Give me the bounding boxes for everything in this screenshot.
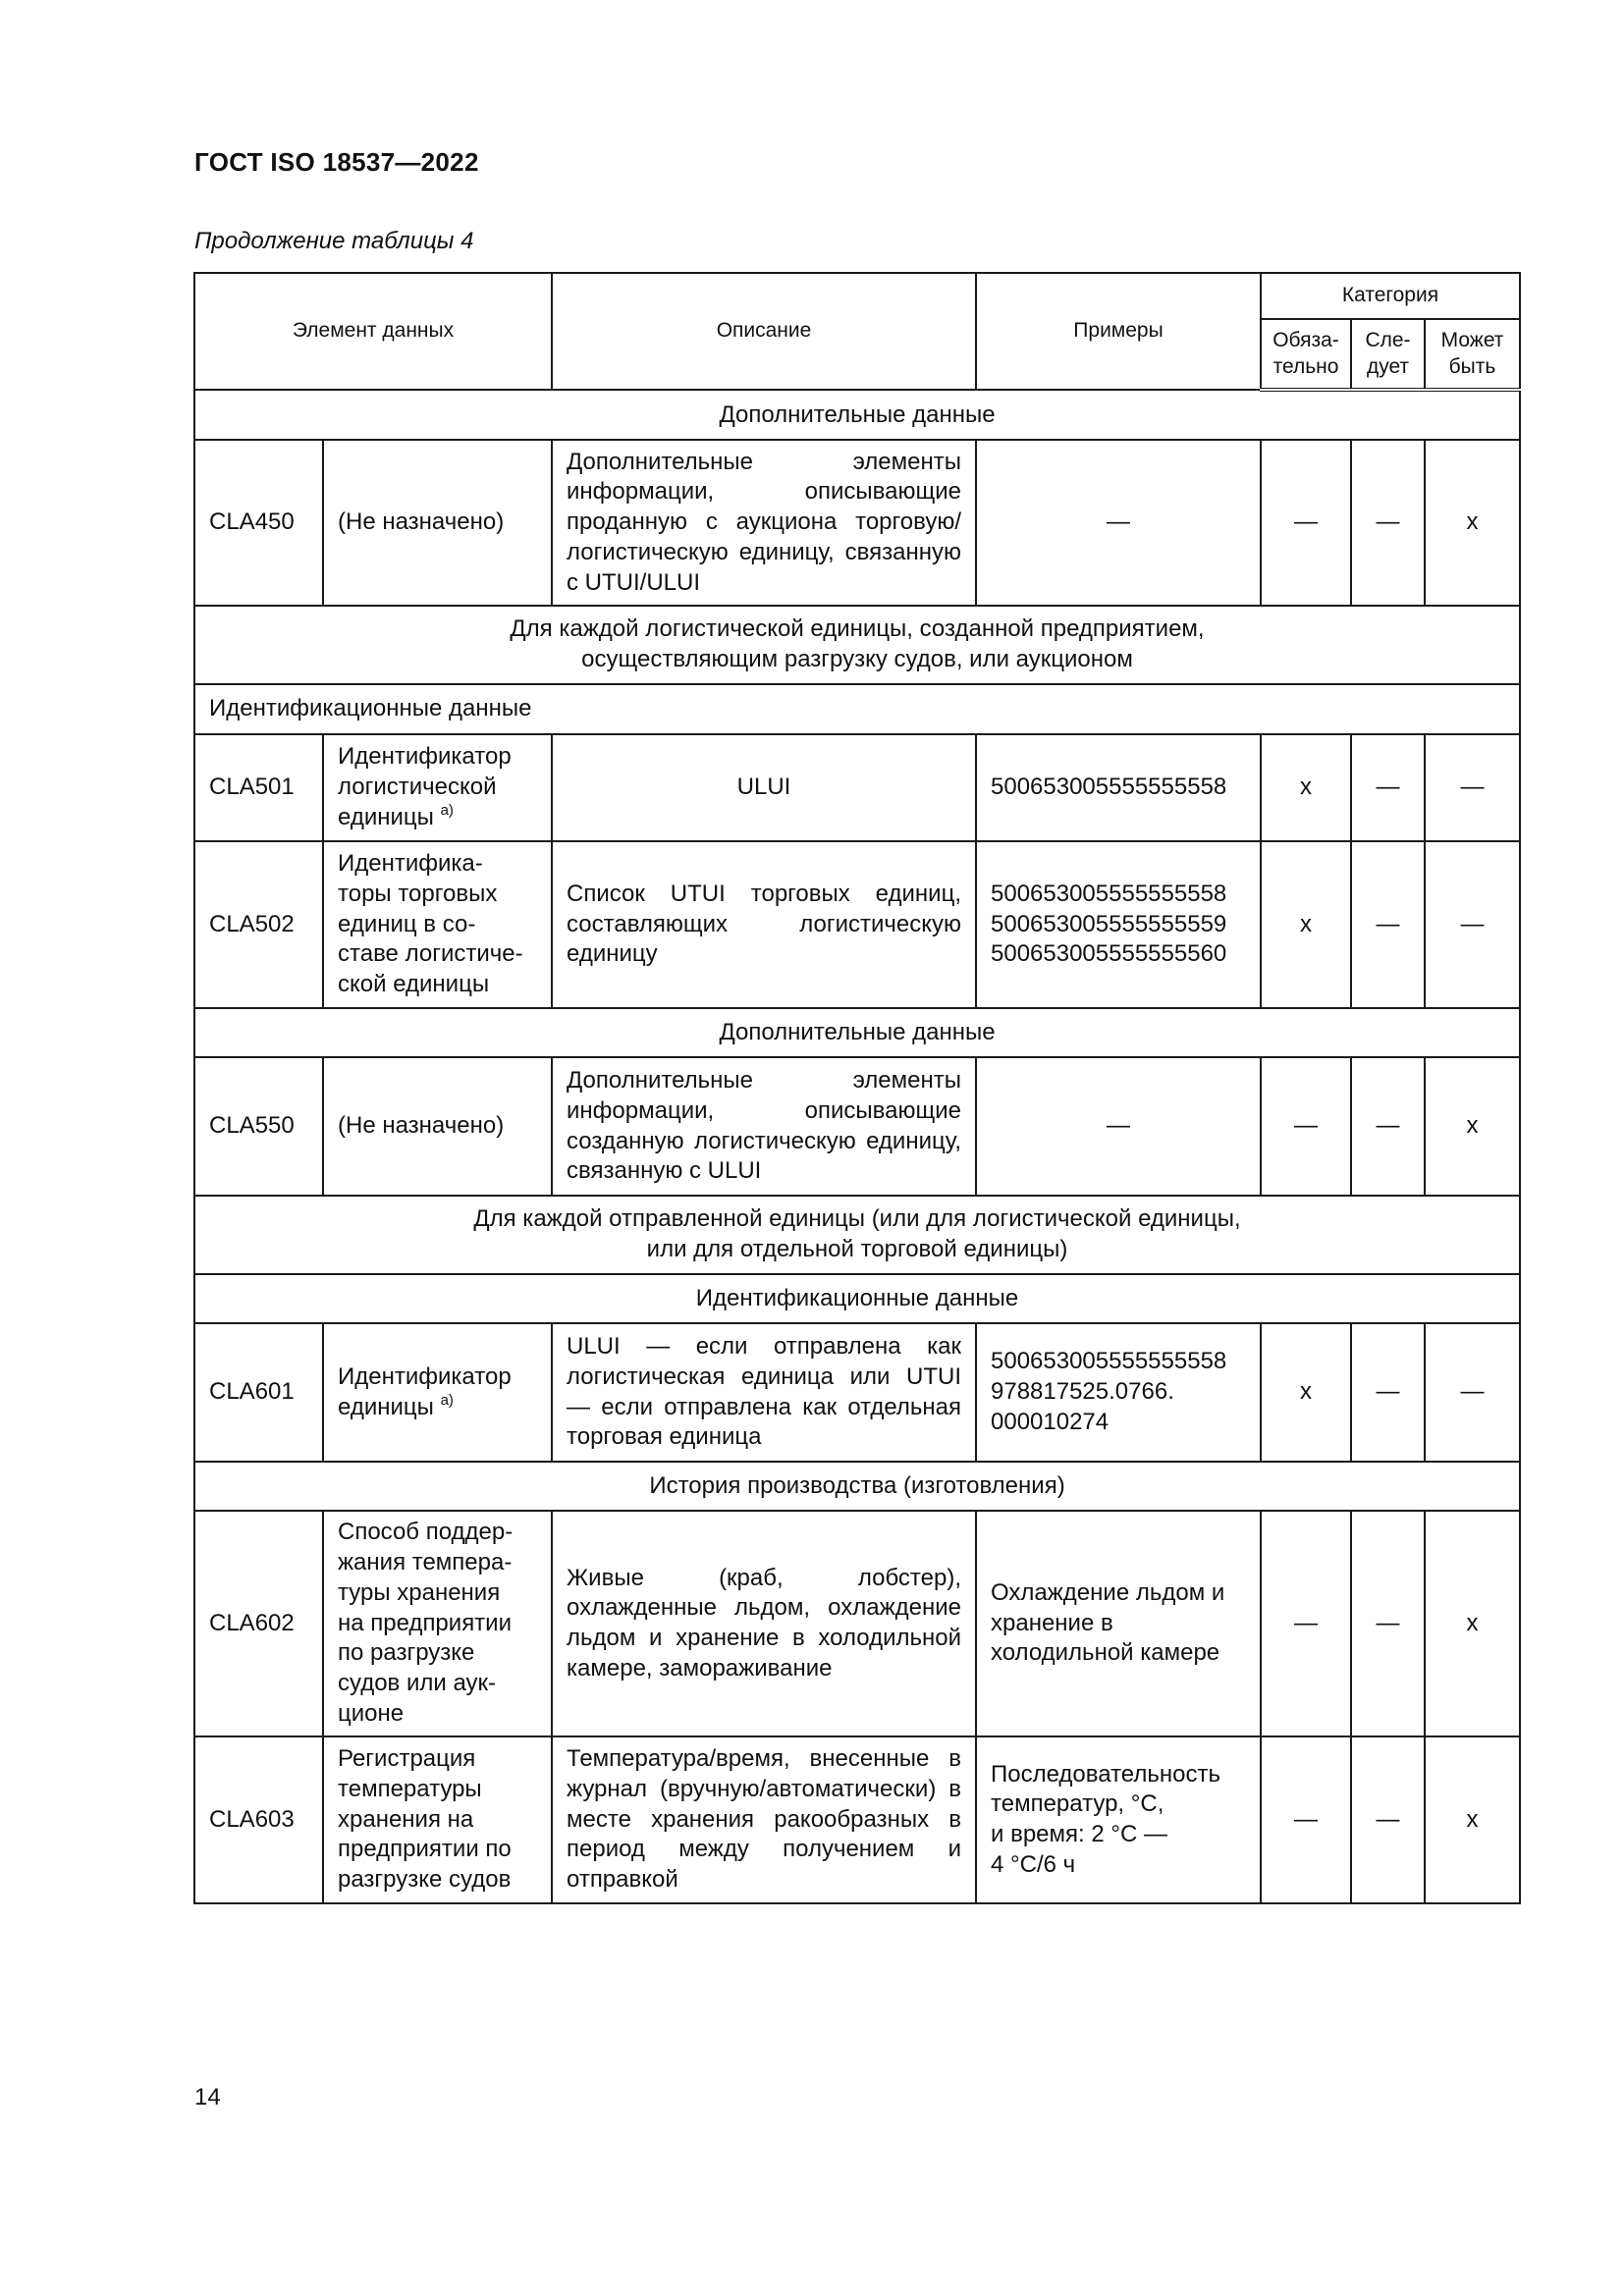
table-row-cla450: [194, 440, 1520, 606]
header-examples: Примеры: [976, 273, 1261, 390]
table-row-cla602: [194, 1511, 1520, 1736]
table-caption: Продолжение таблицы 4: [194, 228, 474, 254]
section-title: Идентификационные данные: [194, 1274, 1520, 1323]
category-should: —: [1351, 1057, 1425, 1196]
category-should: —: [1351, 440, 1425, 606]
page-number: 14: [194, 2084, 221, 2110]
header-mandatory: Обяза- тельно: [1261, 319, 1351, 390]
element-name: Регистрация температуры хранения на предприятии по разгрузке судов: [323, 1736, 552, 1903]
category-mandatory: x: [1261, 734, 1351, 841]
category-may: —: [1425, 734, 1520, 841]
section-row: [194, 606, 1520, 684]
element-name: Идентификатор логистической единицы: [338, 743, 512, 830]
table-row-cla502: [194, 841, 1520, 1008]
element-examples: —: [976, 1057, 1261, 1196]
element-examples: Последовательность температур, °С, и время: 2 °С — 4 °С/6 ч: [976, 1736, 1261, 1903]
category-may: x: [1425, 440, 1520, 606]
category-should: —: [1351, 1511, 1425, 1736]
standard-code: ГОСТ ISO 18537—2022: [194, 147, 479, 177]
element-examples: 500653005555555558 978817525.0766. 000010274: [976, 1323, 1261, 1462]
element-code: CLA601: [194, 1323, 323, 1462]
section-title: История производства (изготовления): [194, 1462, 1520, 1511]
element-name: (Не назначено): [323, 1057, 552, 1196]
footnote-marker: а): [440, 1391, 454, 1409]
table-row-cla501: [194, 734, 1520, 841]
category-may: x: [1425, 1057, 1520, 1196]
section-title: Для каждой логистической единицы, созданной предприятием, осуществляющим разгрузку судов, или аукционом: [194, 606, 1520, 684]
element-examples: 500653005555555558: [976, 734, 1261, 841]
category-mandatory: —: [1261, 1511, 1351, 1736]
table-row-cla603: [194, 1736, 1520, 1903]
section-row: [194, 390, 1520, 440]
header-may: Может быть: [1425, 319, 1520, 390]
element-description: Температура/время, внесенные в журнал (вручную/автоматически) в месте хранения ракообразных в период между получением и отправкой: [552, 1736, 976, 1903]
element-description: Живые (краб, лобстер), охлажденные льдом, охлаждение льдом и хранение в холодильной камере, замораживание: [552, 1511, 976, 1736]
element-code: CLA501: [194, 734, 323, 841]
element-description: Дополнительные элементы информации, описывающие созданную логистическую единицу, связанную с ULUI: [552, 1057, 976, 1196]
section-title: Дополнительные данные: [194, 1008, 1520, 1057]
header-category: Категория: [1261, 273, 1520, 319]
element-name-cell: [323, 734, 552, 841]
category-mandatory: —: [1261, 1736, 1351, 1903]
category-should: —: [1351, 1736, 1425, 1903]
category-mandatory: —: [1261, 1057, 1351, 1196]
section-row: [194, 1008, 1520, 1057]
element-code: CLA502: [194, 841, 323, 1008]
category-should: —: [1351, 734, 1425, 841]
element-code: CLA550: [194, 1057, 323, 1196]
table-row-cla601: [194, 1323, 1520, 1462]
category-may: —: [1425, 1323, 1520, 1462]
header-description: Описание: [552, 273, 976, 390]
category-mandatory: x: [1261, 1323, 1351, 1462]
category-mandatory: x: [1261, 841, 1351, 1008]
header-element: Элемент данных: [194, 273, 552, 390]
section-title: Дополнительные данные: [194, 390, 1520, 440]
category-may: —: [1425, 841, 1520, 1008]
element-examples: —: [976, 440, 1261, 606]
section-row: [194, 1274, 1520, 1323]
element-examples: Охлаждение льдом и хранение в холодильной камере: [976, 1511, 1261, 1736]
header-row-top: [194, 273, 1520, 319]
data-elements-table: [193, 272, 1521, 1904]
section-row: [194, 1196, 1520, 1274]
section-title: Для каждой отправленной единицы (или для логистической единицы, или для отдельной торговой единицы): [194, 1196, 1520, 1274]
element-code: CLA450: [194, 440, 323, 606]
element-code: CLA603: [194, 1736, 323, 1903]
element-name: Идентифика- торы торговых единиц в со- ставе логистиче- ской единицы: [323, 841, 552, 1008]
category-mandatory: —: [1261, 440, 1351, 606]
category-may: x: [1425, 1736, 1520, 1903]
category-should: —: [1351, 841, 1425, 1008]
element-description: Список UTUI торговых единиц, составляющих логистическую единицу: [552, 841, 976, 1008]
table-row-cla550: [194, 1057, 1520, 1196]
section-row: [194, 684, 1520, 734]
element-name: Способ поддер- жания темпера- туры хранения на предприятии по разгрузке судов или аук- ционе: [323, 1511, 552, 1736]
element-name-cell: [323, 1323, 552, 1462]
element-code: CLA602: [194, 1511, 323, 1736]
element-name: (Не назначено): [323, 440, 552, 606]
header-should: Сле- дует: [1351, 319, 1425, 390]
element-description: ULUI — если отправлена как логистическая единица или UTUI — если отправлена как отдельная торговая единица: [552, 1323, 976, 1462]
category-may: x: [1425, 1511, 1520, 1736]
element-examples: 500653005555555558 500653005555555559 500653005555555560: [976, 841, 1261, 1008]
section-title: Идентификационные данные: [194, 684, 1520, 734]
element-description: Дополнительные элементы информации, описывающие проданную с аукциона торговую/ логистическую единицу, связанную с UTUI/ULUI: [552, 440, 976, 606]
section-row: [194, 1462, 1520, 1511]
element-name: Идентификатор единицы: [338, 1362, 512, 1420]
element-description: ULUI: [552, 734, 976, 841]
category-should: —: [1351, 1323, 1425, 1462]
footnote-marker: а): [440, 801, 454, 819]
